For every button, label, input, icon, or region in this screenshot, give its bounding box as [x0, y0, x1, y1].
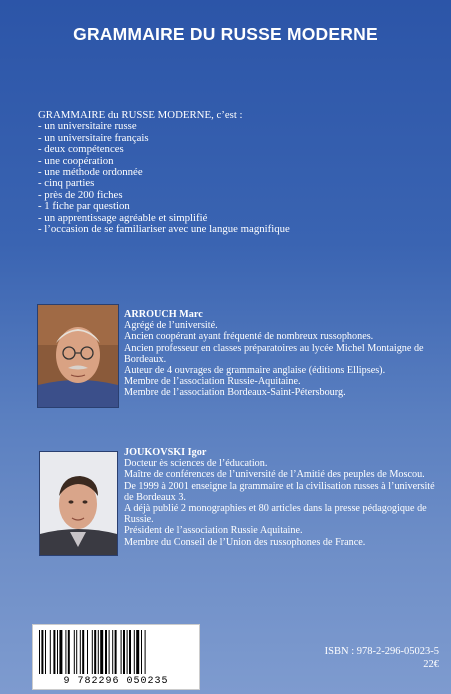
- bio-line: Maître de conférences de l’université de l’Amitié des peuples de Moscou.: [124, 469, 425, 481]
- barcode-bars: [39, 630, 193, 674]
- list-item: - un universitaire russe: [38, 121, 438, 132]
- bio-line: Membre de l’association Bordeaux-Saint-Pétersbourg.: [124, 387, 346, 399]
- bio-line: Membre du Conseil de l’Union des russophones de France.: [124, 536, 366, 548]
- intro-lead: GRAMMAIRE du RUSSE MODERNE, c’est :: [38, 109, 243, 121]
- list-item: - une méthode ordonnée: [38, 167, 438, 178]
- author-name: JOUKOVSKI Igor: [124, 447, 207, 458]
- list-item: - près de 200 fiches: [38, 190, 438, 201]
- list-item: - un universitaire français: [38, 133, 438, 144]
- bio-line: Ancien coopérant ayant fréquenté de nombreux russophones.: [124, 331, 374, 343]
- list-item: - deux compétences: [38, 144, 438, 155]
- bio-line: Président de l’association Russie Aquitaine.: [124, 525, 303, 537]
- author-bio-arrouch: [124, 309, 444, 399]
- book-title: GRAMMAIRE DU RUSSE MODERNE: [73, 24, 378, 44]
- price: 22€: [423, 659, 439, 670]
- author-bio-joukovski: [124, 447, 442, 548]
- bio-line: De 1999 à 2001 enseigne la grammaire et la civilisation russes à l’université de Bordeaux 3.: [124, 480, 435, 503]
- bio-line: Membre de l’association Russie-Aquitaine.: [124, 376, 301, 388]
- isbn-block: [325, 645, 439, 671]
- author-photo-arrouch: [37, 304, 119, 408]
- barcode: [32, 624, 200, 690]
- list-item: - un apprentissage agréable et simplifié: [38, 213, 438, 224]
- list-item: - l’occasion de se familiariser avec une langue magnifique: [38, 224, 438, 235]
- bio-line: Auteur de 4 ouvrages de grammaire anglaise (éditions Ellipses).: [124, 365, 386, 377]
- author-name: ARROUCH Marc: [124, 309, 203, 320]
- list-item: - une coopération: [38, 156, 438, 167]
- intro-list: [38, 121, 438, 235]
- isbn-number: ISBN : 978-2-296-05023-5: [324, 646, 439, 657]
- barcode-digits: 9 782296 050235: [63, 676, 169, 687]
- intro-block: [38, 110, 438, 235]
- bio-line: Ancien professeur en classes préparatoires au lycée Michel Montaigne de Bordeaux.: [124, 342, 424, 365]
- list-item: - 1 fiche par question: [38, 201, 438, 212]
- list-item: - cinq parties: [38, 178, 438, 189]
- bio-line: Docteur ès sciences de l’éducation.: [124, 458, 268, 470]
- bio-line: A déjà publié 2 monographies et 80 articles dans la presse pédagogique de Russie.: [124, 503, 427, 526]
- bio-line: Agrégé de l’université.: [124, 320, 218, 332]
- author-photo-joukovski: [39, 451, 118, 556]
